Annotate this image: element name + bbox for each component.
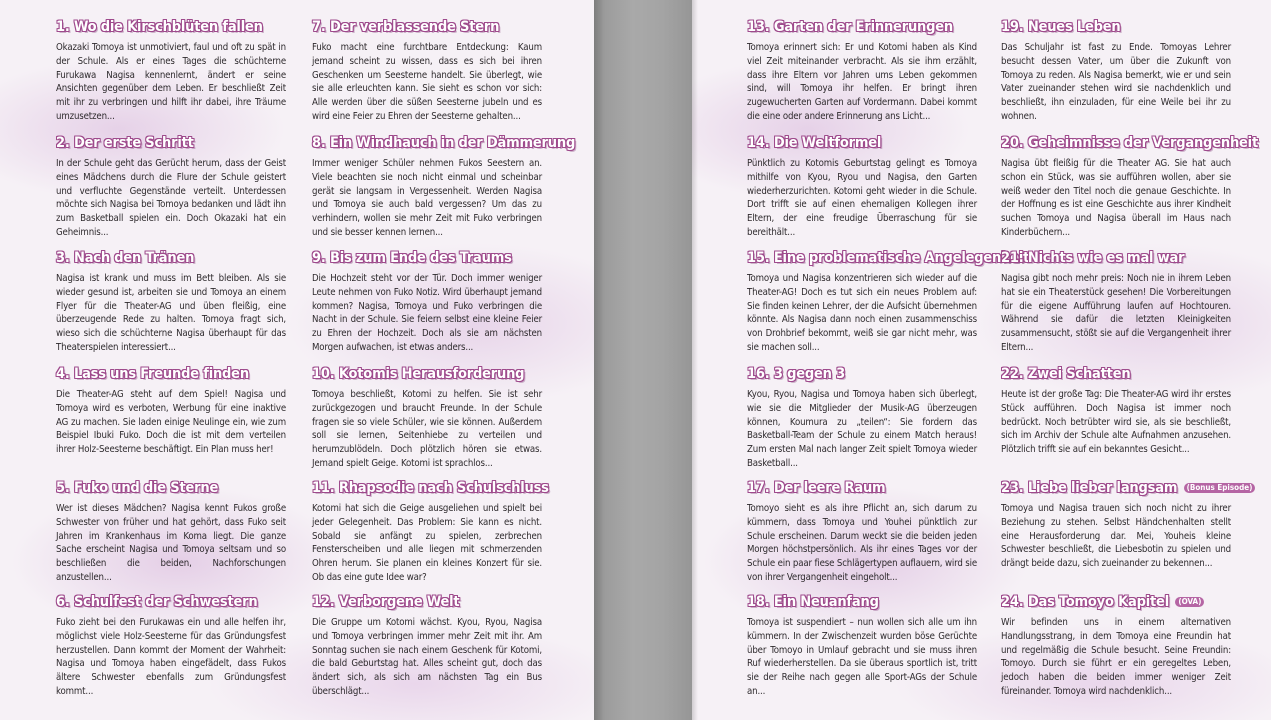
episode-title: 16. 3 gegen 3 (747, 366, 845, 382)
episode-title: 13. Garten der Erinnerungen (747, 19, 954, 35)
episode-entry (1001, 249, 1231, 355)
episode-title: 15. Eine problematische Angelegenheit (747, 250, 1030, 266)
episode-summary: Die Theater-AG steht auf dem Spiel! Nagisa und Tomoya wird es verboten, Werbung für eine inaktive AG zu machen. Sie laden einige Neulinge ein, wie zum Beispiel Ibuki Fuko. Doch die ist mit dem verteilen ihrer Holz-Seesterne beschäftigt. Ein Plan muss her! (56, 389, 286, 456)
episode-entry (312, 479, 549, 585)
episode-entry (56, 593, 286, 699)
episode-entry (56, 365, 286, 457)
episode-summary: Tomoyo sieht es als ihre Pflicht an, sich darum zu kümmern, dass Tomoya und Youhei pünktlich zur Schule erscheinen. Darum weckt sie die beiden jeden Morgen höchstpersönlich. Als ihr eines Tages vor der Schule ein paar fiese Schlägertypen auflauern, wird sie von ihrer Vergangenheit eingeholt... (747, 503, 978, 583)
episode-entry (312, 249, 542, 355)
episode-summary: In der Schule geht das Gerücht herum, dass der Geist eines Mädchens durch die Flure der Schule geistert und verfluchte Gegenstände verteilt. Unterdessen möchte sich Nagisa bei Tomoya bedanken und lädt ihn zum Basketball spielen ein. Doch Okazaki hat ein Geheimnis... (56, 158, 286, 238)
page-edge-shadow (692, 0, 698, 720)
episode-summary: Pünktlich zu Kotomis Geburtstag gelingt es Tomoya mithilfe von Kyou, Ryou und Nagisa, den Garten wiederherzurichten. Kotomi geht wieder in die Schule. Dort trifft sie auf einen ehemaligen Kollegen ihrer Eltern, der eine freudige Überraschung für sie bereithält... (747, 158, 977, 238)
episode-summary: Tomoya erinnert sich: Er und Kotomi haben als Kind viel Zeit miteinander verbracht. Als sie ihm erzählt, dass ihre Eltern vor Jahren ums Leben gekommen sind, will Tomoya ihr helfen. Er bringt ihren zugewucherten Garten auf Vordermann. Dabei kommt die eine oder andere Erinnerung ans Licht... (747, 42, 977, 122)
episode-entry (747, 365, 977, 471)
episode-entry (1001, 365, 1231, 457)
left-page (0, 0, 594, 720)
episode-summary: Fuko macht eine furchtbare Entdeckung: Kaum jemand scheint zu wissen, dass es sich bei ihren Geschenken um Seesterne handelt. Sie überlegt, wie sie alle erleuchten kann. Sie sieht es schon vor sich: Alle werden über die süßen Seesterne jubeln und es wird eine Feier zu Ehren der Seesterne gehalten... (312, 42, 542, 122)
episode-entry (1001, 593, 1231, 699)
episode-title: 2. Der erste Schritt (56, 135, 194, 151)
episode-title: 6. Schulfest der Schwestern (56, 594, 258, 610)
episode-summary: Das Schuljahr ist fast zu Ende. Tomoyas Lehrer besucht dessen Vater, um über die Zukunft von Tomoya zu reden. Als Nagisa bemerkt, wie er und sein Vater zueinander stehen wird sie nachdenklich und beschließt, ihn einzuladen, für eine Weile bei ihr zu wohnen. (1001, 42, 1231, 122)
episode-title (1001, 593, 1231, 611)
booklet-spine (594, 0, 692, 720)
episode-entry (312, 18, 542, 124)
episode-title: 10. Kotomis Herausforderung (312, 366, 525, 382)
episode-entry (1001, 134, 1258, 240)
episode-title: 9. Bis zum Ende des Traums (312, 250, 512, 266)
episode-summary: Kyou, Ryou, Nagisa und Tomoya haben sich überlegt, wie sie die Mitglieder der Musik-AG überzeugen können, Koumura zu „teilen“: Sie fordern das Basketball-Team der Schule zu einem Match heraus! Zum ersten Mal nach langer Zeit spielt Tomoya wieder Basketball... (747, 389, 977, 469)
episode-title (1001, 479, 1253, 497)
episode-summary: Kotomi hat sich die Geige ausgeliehen und spielt bei jeder Gelegenheit. Das Problem: Sie kann es nicht. Sobald sie anfängt zu spielen, zerbrechen Fensterscheiben und alle liegen mit schmerzenden Ohren herum. Sie planen ein kleines Konzert für sie. Ob das eine gute Idee war? (312, 503, 542, 583)
episode-summary: Wir befinden uns in einem alternativen Handlungsstrang, in dem Tomoya eine Freundin hat und regelmäßig die Schule besucht. Seine Freundin: Tomoyo. Durch sie führt er ein geregeltes Leben, jedoch haben die beiden immer weniger Zeit füreinander. Tomoya wird nachdenklich... (1001, 617, 1231, 697)
episode-entry (312, 134, 576, 240)
episode-title: 3. Nach den Tränen (56, 250, 195, 266)
episode-title: 14. Die Weltformel (747, 135, 882, 151)
episode-title: 20. Geheimnisse der Vergangenheit (1001, 135, 1258, 151)
episode-title: 18. Ein Neuanfang (747, 594, 879, 610)
episode-summary: Tomoya und Nagisa konzentrieren sich wieder auf die Theater-AG! Doch es tut sich ein neues Problem auf: Sie finden keinen Lehrer, der die Aufsicht übernehmen könnte. Als Nagisa dann noch einen zusammenschiss von Drohbrief bekommt, weiß sie gar nicht mehr, was sie machen soll... (747, 273, 977, 353)
episode-entry (1001, 479, 1253, 571)
right-page (692, 0, 1271, 720)
episode-title: 17. Der leere Raum (747, 480, 886, 496)
episode-summary: Okazaki Tomoya ist unmotiviert, faul und oft zu spät in der Schule. Als er eines Tages die schüchterne Furukawa Nagisa kennenlernt, ändert er seine Ansichten gegenüber dem Leben. Er beschließt Zeit mit ihr zu verbringen und hilft ihr dabei, ihre Träume umzusetzen... (56, 42, 286, 122)
bonus-episode-badge: (Bonus Episode) (1184, 483, 1256, 493)
episode-entry (1001, 18, 1231, 124)
episode-title: 11. Rhapsodie nach Schulschluss (312, 480, 549, 496)
episode-entry (747, 18, 977, 124)
episode-summary: Heute ist der große Tag: Die Theater-AG wird ihr erstes Stück aufführen. Doch Nagisa ist immer noch bedrückt. Noch betrübter wird sie, als sie beschließt, sich im Archiv der Schule alte Aufnahmen anzusehen. Plötzlich trifft sie auf ein bekanntes Gesicht... (1001, 389, 1231, 456)
episode-title-text: 23. Liebe lieber langsam (1001, 480, 1178, 496)
episode-title: 12. Verborgene Welt (312, 594, 460, 610)
episode-title-text: 24. Das Tomoyo Kapitel (1001, 594, 1169, 610)
episode-title: 8. Ein Windhauch in der Dämmerung (312, 135, 576, 151)
episode-title: 1. Wo die Kirschblüten fallen (56, 19, 263, 35)
episode-summary: Immer weniger Schüler nehmen Fukos Seestern an. Viele beachten sie noch nicht einmal und scheinbar gerät sie langsam in Vergessenheit. Werden Nagisa und Tomoya sie auch bald vergessen? Um das zu verhindern, wollen sie mehr Zeit mit Fuko verbringen und sie besser kennen lernen... (312, 158, 542, 238)
episode-summary: Fuko zieht bei den Furukawas ein und alle helfen ihr, möglichst viele Holz-Seesterne für das Gründungsfest herzustellen. Dann kommt der Moment der Wahrheit: Nagisa und Tomoya haben eingefädelt, dass Fukos ältere Schwester ebenfalls zum Gründungsfest kommt... (56, 617, 286, 697)
episode-summary: Tomoya und Nagisa trauen sich noch nicht zu ihrer Beziehung zu stehen. Selbst Händchenhalten stellt eine Herausforderung dar. Mei, Youheis kleine Schwester beschließt, die Liebesbotin zu spielen und drängt beide dazu, sich zueinander zu bekennen... (1001, 503, 1231, 570)
episode-entry (56, 249, 286, 355)
episode-entry (56, 134, 286, 240)
episode-entry (747, 593, 977, 699)
episode-summary: Tomoya beschließt, Kotomi zu helfen. Sie ist sehr zurückgezogen und braucht Freunde. In der Schule fragen sie so viele Schüler, wie sie können. Außerdem soll sie lernen, Seitenhiebe zu verteilen und herumzublödeln. Doch plötzlich hören sie etwas. Jemand spielt Geige. Kotomi ist sprachlos... (312, 389, 542, 469)
episode-entry (747, 134, 977, 240)
episode-entry (747, 479, 977, 585)
episode-title: 19. Neues Leben (1001, 19, 1121, 35)
episode-summary: Nagisa übt fleißig für die Theater AG. Sie hat auch schon ein Stück, was sie aufführen wollen, aber sie weiß weder den Titel noch die genaue Geschichte. In der Hoffnung es ist eine Geschichte aus ihrer Kindheit suchen Tomoya und Nagisa überall im Haus nach Kinderbüchern... (1001, 158, 1231, 238)
episode-summary: Die Gruppe um Kotomi wächst. Kyou, Ryou, Nagisa und Tomoya verbringen immer mehr Zeit mit ihr. Am Sonntag suchen sie nach einem Geschenk für Kotomi, die bald Geburtstag hat. Alles scheint gut, doch das ändert sich, als sich am nächsten Tag ein Bus überschlägt... (312, 617, 542, 697)
episode-summary: Nagisa gibt noch mehr preis: Noch nie in ihrem Leben hat sie ein Theaterstück gesehen! Die Vorbereitungen für die eigene Aufführung laufen auf Hochtouren. Während sie dafür die letzten Kleinigkeiten zusammensucht, stößt sie auf die Vergangenheit ihrer Eltern... (1001, 273, 1231, 353)
episode-title: 7. Der verblassende Stern (312, 19, 500, 35)
episode-entry (56, 479, 286, 585)
episode-title: 4. Lass uns Freunde finden (56, 366, 249, 382)
episode-entry (312, 593, 542, 699)
ova-badge: (OVA) (1175, 597, 1204, 607)
episode-title: 21. Nichts wie es mal war (1001, 250, 1185, 266)
episode-summary: Tomoya ist suspendiert – nun wollen sich alle um ihn kümmern. In der Zwischenzeit wurden böse Gerüchte über Tomoyo in Umlauf gebracht und sie muss ihren Ruf wiederherstellen. Da sie überaus sportlich ist, tritt sie der Reihe nach gegen alle Sport-AGs der Schule an... (747, 617, 977, 697)
episode-entry (747, 249, 1030, 355)
episode-entry (56, 18, 286, 124)
episode-summary: Die Hochzeit steht vor der Tür. Doch immer weniger Leute nehmen von Fuko Notiz. Wird überhaupt jemand kommen? Nagisa, Tomoya und Fuko verbringen die Nacht in der Schule. Sie feiern selbst eine kleine Feier zu Ehren der Hochzeit. Doch als sie am nächsten Morgen aufwachen, ist etwas anders... (312, 273, 542, 353)
episode-title: 5. Fuko und die Sterne (56, 480, 219, 496)
episode-summary: Wer ist dieses Mädchen? Nagisa kennt Fukos große Schwester von früher und hat gehört, dass Fuko seit Jahren im Krankenhaus im Koma liegt. Die ganze Sache erscheint Nagisa und Tomoya seltsam und so beschließen die beiden, Nachforschungen anzustellen... (56, 503, 286, 583)
episode-entry (312, 365, 542, 471)
episode-title: 22. Zwei Schatten (1001, 366, 1131, 382)
episode-summary: Nagisa ist krank und muss im Bett bleiben. Als sie wieder gesund ist, arbeiten sie und Tomoya an einem Flyer für die Theater-AG und üben fleißig, eine überzeugende Rede zu halten. Tomoya fragt sich, wieso sich die schüchterne Nagisa überhaupt für das Theaterspielen interessiert... (56, 273, 286, 353)
